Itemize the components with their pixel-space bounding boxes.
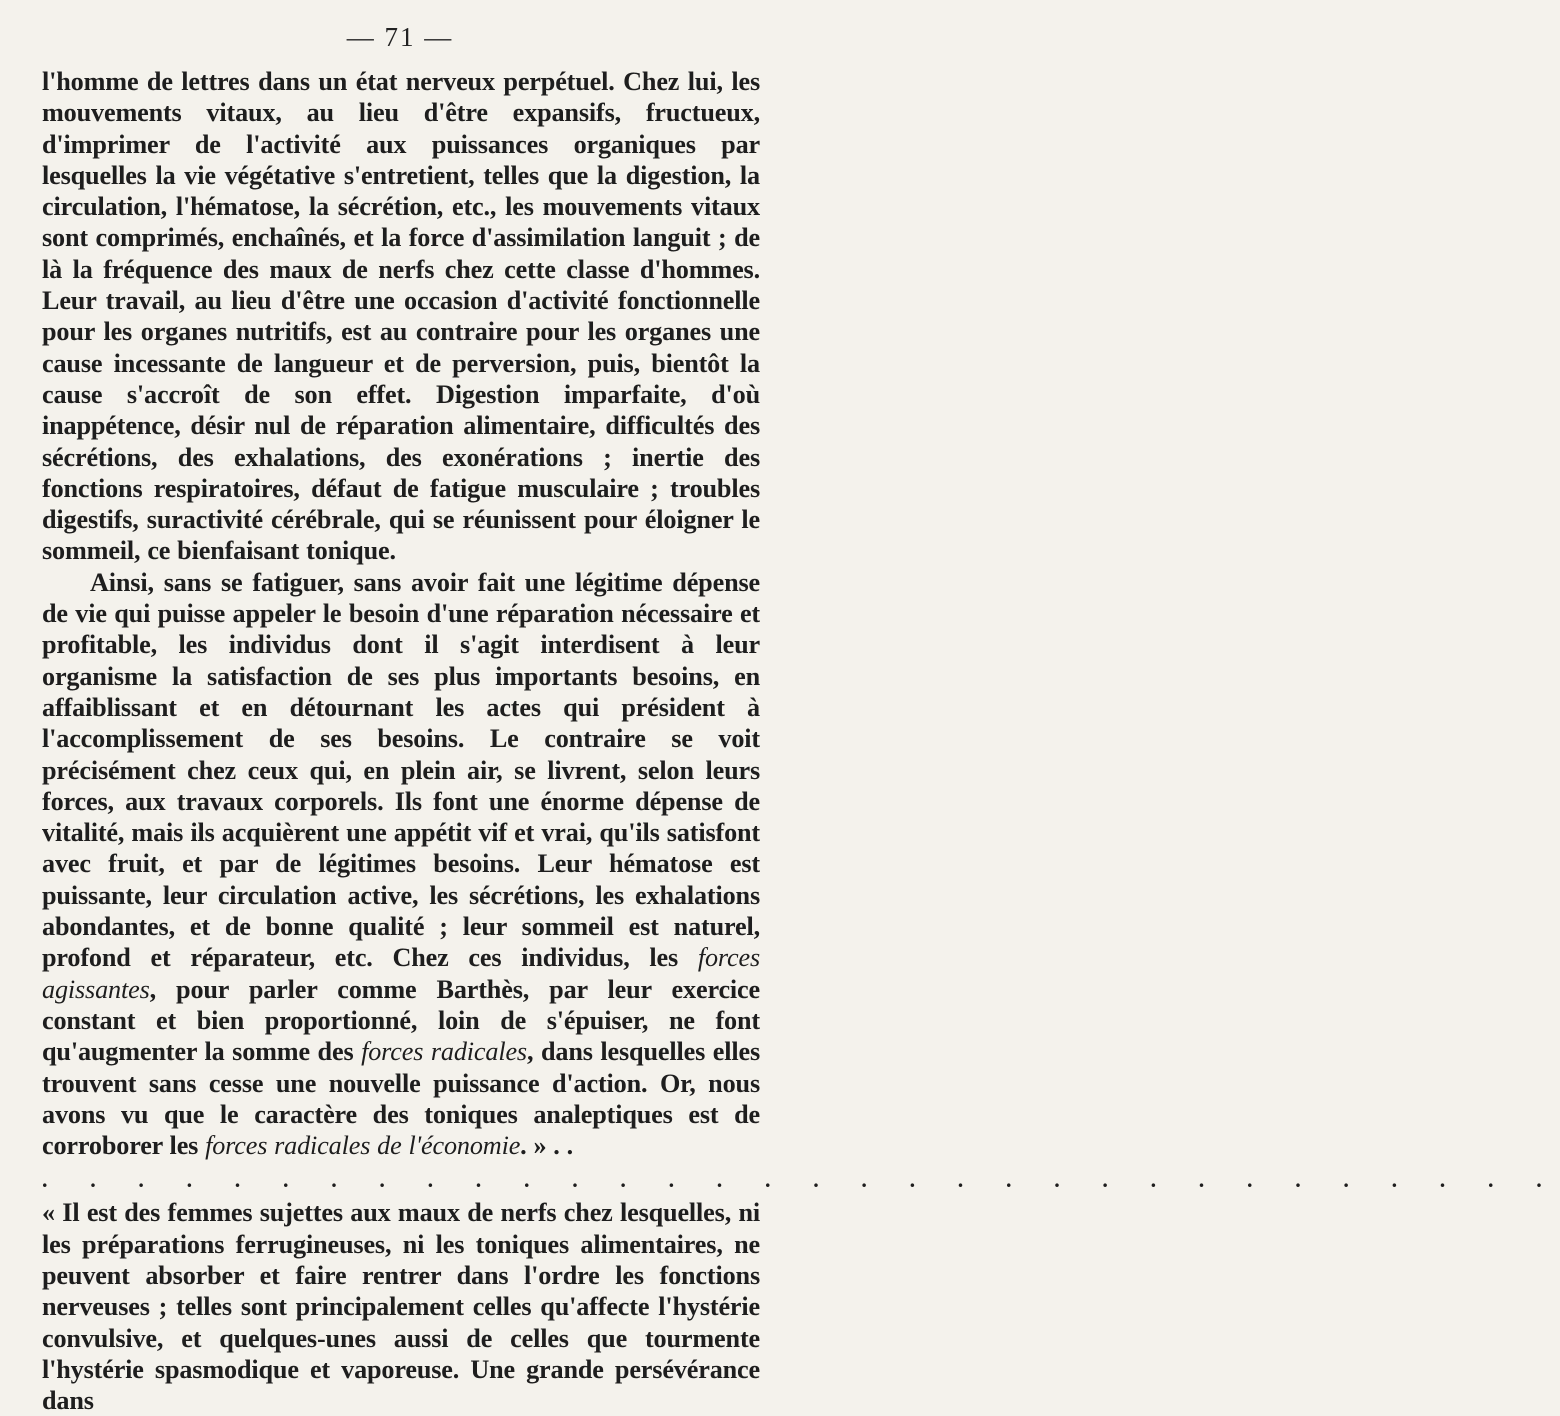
italic-term: forces radicales bbox=[361, 1037, 527, 1067]
paragraph-continuation: l'homme de lettres dans un état nerveux perpétuel. Chez lui, les mouvements vitaux, au lieu d'être expansifs, fructueux, d'imprimer de l'activité aux puissances organiques par lesquelles la vie végétative s'entretient, telles que la digestion, la circulation, l'hématose, la sécrétion, etc., les mouvements vitaux sont comprimés, enchaînés, et la force d'assimilation languit ; de là la fréquence des maux de nerfs chez cette classe d'hommes. Leur travail, au lieu d'être une occasion d'activité fonctionnelle pour les organes nutritifs, est au contraire pour les organes une cause incessante de langueur et de perversion, puis, bientôt la cause s'accroît de son effet. Digestion imparfaite, d'où inappétence, désir nul de réparation alimentaire, difficultés des sécrétions, des exhalations, des exonérations ; inertie des fonctions respiratoires, défaut de fatigue musculaire ; troubles digestifs, suractivité cérébrale, qui se réunissent pour éloigner le sommeil, ce bienfaisant tonique. bbox=[42, 67, 760, 566]
italic-term: forces radicales de l'économie bbox=[205, 1131, 521, 1161]
italic-term: forces agissantes bbox=[42, 943, 760, 1004]
paragraph-text: . » . . bbox=[520, 1131, 573, 1161]
paragraph-text: Ainsi, sans se fatiguer, sans avoir fait une légitime dépense de vie qui puisse appeler le besoin d'une réparation nécessaire et profitable, les individus dont il s'agit interdisent à leur organisme la satisfaction de ses plus importants besoins, en affaiblissant et en détournant les actes qui président à l'accomplissement de ses besoins. Le contraire se voit précisément chez ceux qui, en plein air, se livrent, selon leurs forces, aux travaux corporels. Ils font une énorme dépense de vitalité, mais ils acquièrent une appétit vif et vrai, qu'ils satisfont avec fruit, et par de légitimes besoins. Leur hématose est puissante, leur circulation active, les sécrétions, les exhalations abondantes, et de bonne qualité ; leur sommeil est naturel, profond et réparateur, etc. Chez ces individus, les bbox=[42, 567, 760, 973]
paragraph-ainsi bbox=[42, 567, 760, 1162]
page-number: — 71 — bbox=[346, 22, 454, 52]
paragraph-text: , pour parler comme Barthès, par leur exercice constant et bien proportionné, loin de s'épuiser, ne font qu'augmenter la somme des bbox=[42, 974, 760, 1067]
paragraph-text: , dans lesquelles elles trouvent sans cesse une nouvelle puissance d'action. Or, nous avons vu que le caractère des toniques analeptiques est de corroborer les bbox=[42, 1037, 760, 1161]
ellipsis-divider: . . . . . . . . . . . . . . . . . . . . . . . . . . . . . . . . bbox=[42, 1167, 1560, 1193]
paragraph-quote: « Il est des femmes sujettes aux maux de nerfs chez lesquelles, ni les préparations ferrugineuses, ni les toniques alimentaires, ne peuvent absorber et faire rentrer dans l'ordre les fonctions nerveuses ; telles sont principalement celles qu'affecte l'hystérie convulsive, et quelques-unes aussi de celles que tourmente l'hystérie spasmodique et vaporeuse. Une grande persévérance dans bbox=[42, 1198, 760, 1416]
